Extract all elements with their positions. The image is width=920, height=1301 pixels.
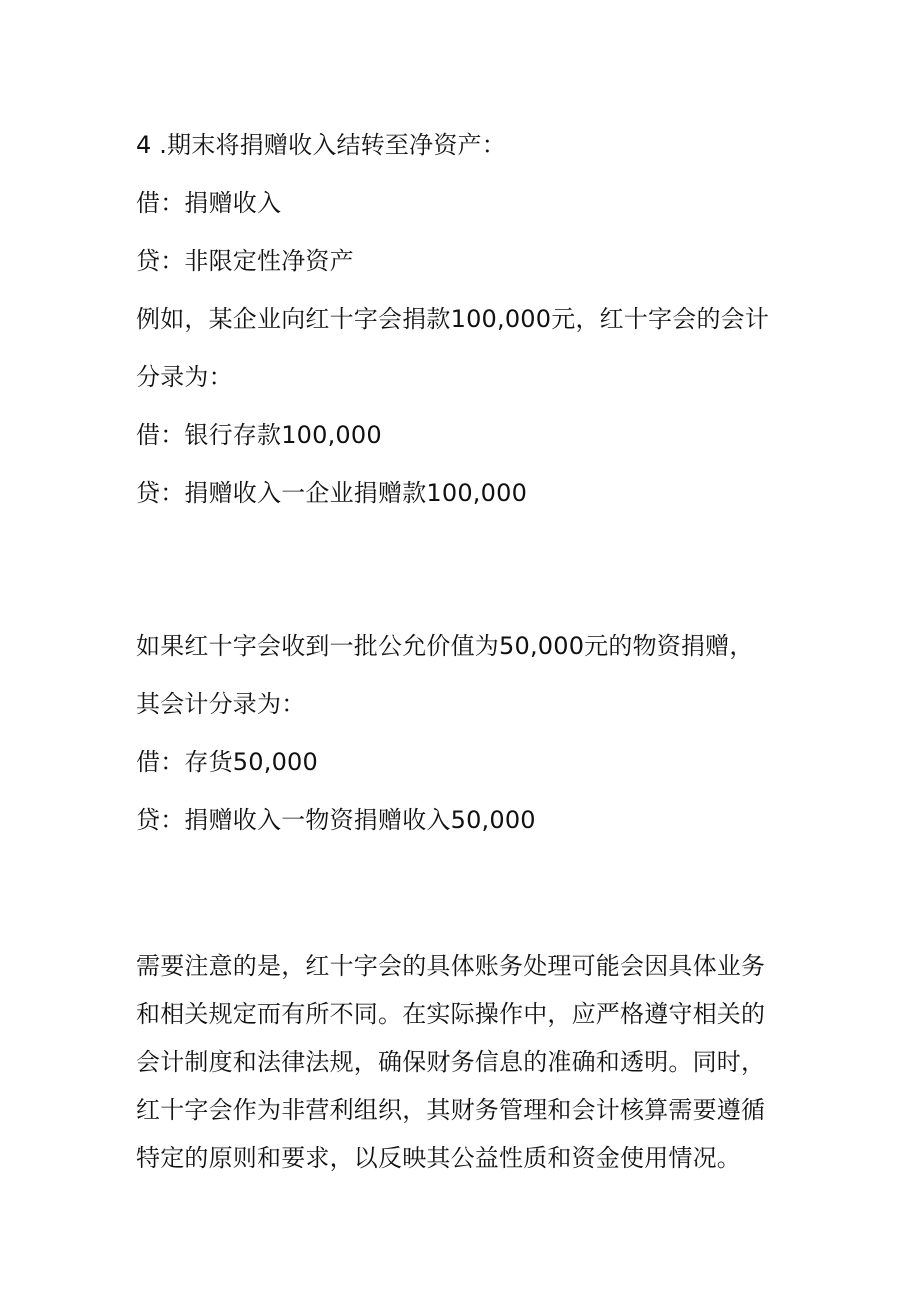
example-debit-entry: 借：银行存款100,000 (136, 421, 382, 449)
goods-credit-entry: 贷：捐赠收入一物资捐赠收入50,000 (136, 806, 536, 834)
note-paragraph-line: 需要注意的是，红十字会的具体账务处理可能会因具体业务 (136, 952, 766, 980)
goods-debit-entry: 借：存货50,000 (136, 748, 318, 776)
note-paragraph-line: 红十字会作为非营利组织，其财务管理和会计核算需要遵循 (136, 1096, 766, 1124)
goods-donation-paragraph-line: 其会计分录为： (136, 690, 306, 718)
credit-entry: 贷：非限定性净资产 (136, 247, 354, 275)
example-credit-entry: 贷：捐赠收入一企业捐赠款100,000 (136, 479, 528, 507)
example-paragraph-line: 分录为： (136, 363, 233, 391)
section-heading: 4 .期末将捐赠收入结转至净资产： (136, 131, 506, 159)
example-paragraph-line: 例如，某企业向红十字会捐款100,000元，红十字会的会计 (136, 305, 770, 333)
note-paragraph-line: 会计制度和法律法规，确保财务信息的准确和透明。同时， (136, 1048, 766, 1076)
goods-donation-paragraph-line: 如果红十字会收到一批公允价值为50,000元的物资捐赠， (136, 632, 754, 660)
debit-entry: 借：捐赠收入 (136, 189, 282, 217)
note-paragraph-line: 特定的原则和要求，以反映其公益性质和资金使用情况。 (136, 1144, 741, 1172)
note-paragraph-line: 和相关规定而有所不同。在实际操作中，应严格遵守相关的 (136, 1000, 766, 1028)
